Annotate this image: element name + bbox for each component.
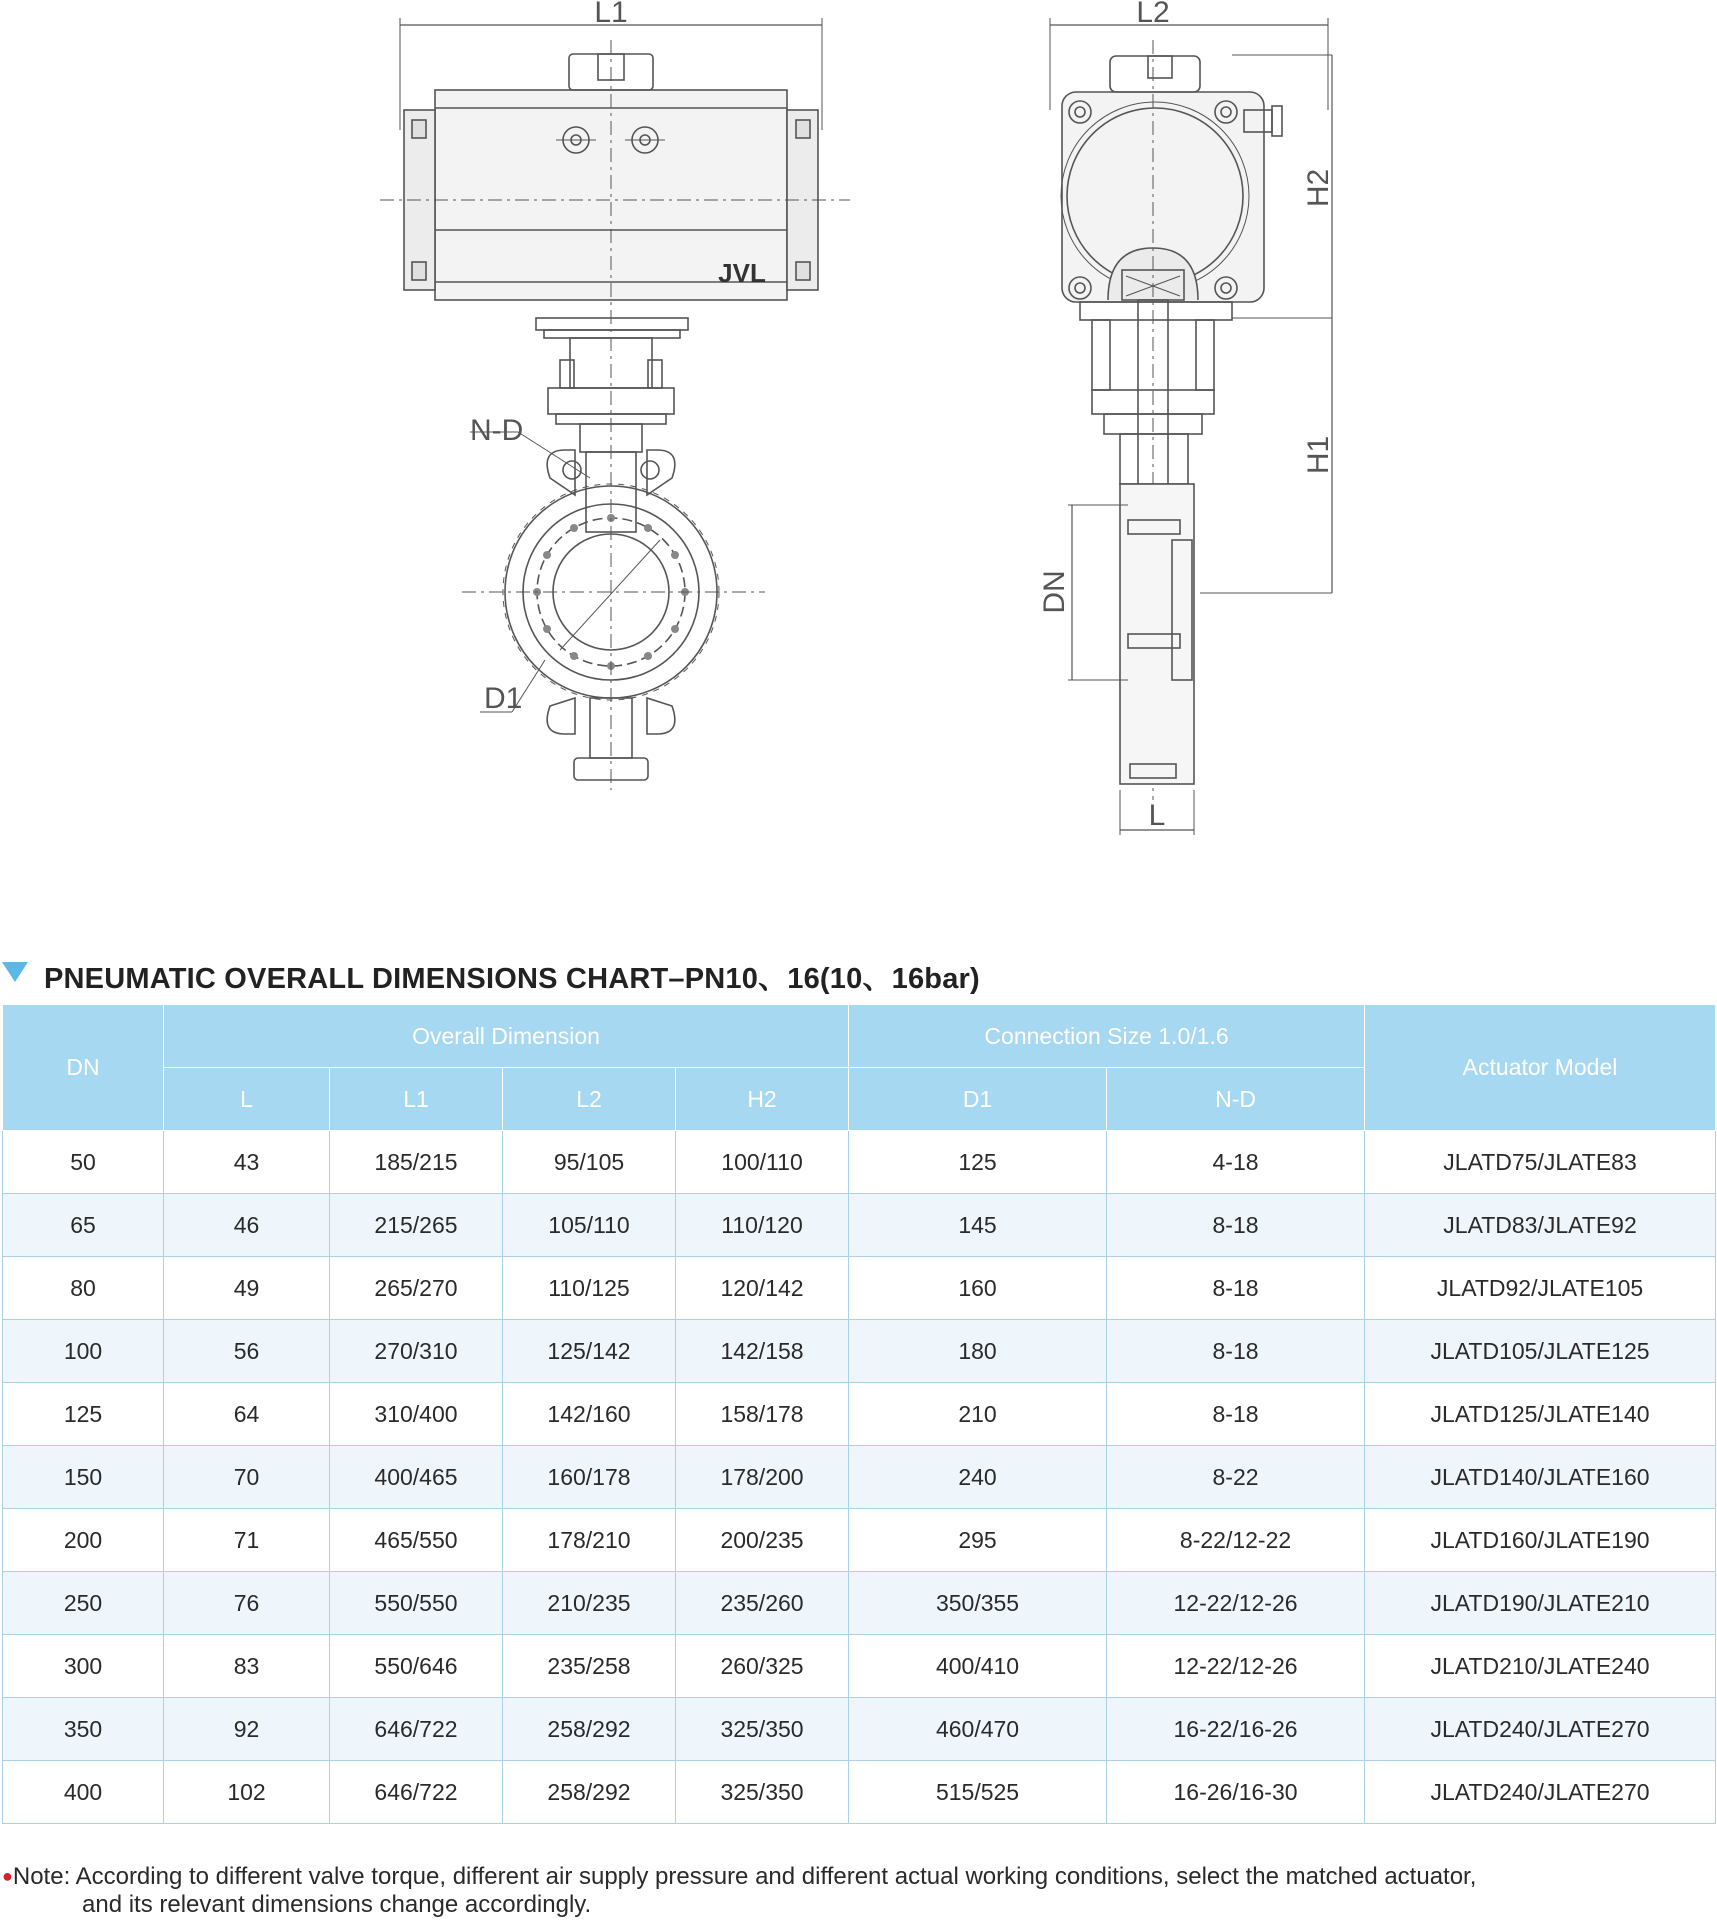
header-l: L <box>164 1068 330 1131</box>
table-row <box>3 1194 1716 1257</box>
valve-technical-drawing <box>0 0 1717 880</box>
label-l: L <box>1148 799 1166 832</box>
cell-actuator: JLATD92/JLATE105 <box>1365 1257 1716 1320</box>
cell-dn: 200 <box>3 1509 164 1572</box>
cell-actuator: JLATD210/JLATE240 <box>1365 1635 1716 1698</box>
cell-l: 92 <box>164 1698 330 1761</box>
cell-d1: 460/470 <box>849 1698 1107 1761</box>
dimensions-table <box>2 1004 1716 1824</box>
cell-h2: 325/350 <box>676 1698 849 1761</box>
cell-d1: 160 <box>849 1257 1107 1320</box>
cell-nd: 8-18 <box>1107 1383 1365 1446</box>
cell-l2: 235/258 <box>503 1635 676 1698</box>
cell-h2: 235/260 <box>676 1572 849 1635</box>
table-row <box>3 1320 1716 1383</box>
cell-actuator: JLATD140/JLATE160 <box>1365 1446 1716 1509</box>
cell-actuator: JLATD190/JLATE210 <box>1365 1572 1716 1635</box>
cell-l1: 270/310 <box>330 1320 503 1383</box>
cell-nd: 12-22/12-26 <box>1107 1572 1365 1635</box>
cell-dn: 150 <box>3 1446 164 1509</box>
cell-nd: 8-22 <box>1107 1446 1365 1509</box>
red-dot-icon: ● <box>2 1866 13 1886</box>
cell-nd: 16-26/16-30 <box>1107 1761 1365 1824</box>
cell-l2: 178/210 <box>503 1509 676 1572</box>
table-row <box>3 1446 1716 1509</box>
cell-l2: 110/125 <box>503 1257 676 1320</box>
cell-d1: 210 <box>849 1383 1107 1446</box>
cell-actuator: JLATD75/JLATE83 <box>1365 1131 1716 1194</box>
header-actuator-model: Actuator Model <box>1365 1005 1716 1131</box>
cell-d1: 350/355 <box>849 1572 1107 1635</box>
header-l1: L1 <box>330 1068 503 1131</box>
cell-l2: 258/292 <box>503 1761 676 1824</box>
label-h1: H1 <box>1302 435 1335 475</box>
cell-d1: 295 <box>849 1509 1107 1572</box>
header-l2: L2 <box>503 1068 676 1131</box>
table-row <box>3 1383 1716 1446</box>
cell-actuator: JLATD105/JLATE125 <box>1365 1320 1716 1383</box>
cell-l: 46 <box>164 1194 330 1257</box>
cell-l1: 185/215 <box>330 1131 503 1194</box>
table-body <box>3 1131 1716 1824</box>
table-row <box>3 1761 1716 1824</box>
cell-dn: 50 <box>3 1131 164 1194</box>
cell-l1: 646/722 <box>330 1698 503 1761</box>
cell-l2: 142/160 <box>503 1383 676 1446</box>
header-overall-dimension: Overall Dimension <box>164 1005 849 1068</box>
cell-nd: 16-22/16-26 <box>1107 1698 1365 1761</box>
header-connection-size: Connection Size 1.0/1.6 <box>849 1005 1365 1068</box>
table-row <box>3 1572 1716 1635</box>
cell-nd: 8-18 <box>1107 1194 1365 1257</box>
cell-l1: 215/265 <box>330 1194 503 1257</box>
label-nd: N-D <box>470 414 524 447</box>
cell-h2: 158/178 <box>676 1383 849 1446</box>
table-row <box>3 1131 1716 1194</box>
cell-dn: 350 <box>3 1698 164 1761</box>
chart-title: PNEUMATIC OVERALL DIMENSIONS CHART–PN10、16(10、16bar) <box>44 963 980 995</box>
cell-h2: 110/120 <box>676 1194 849 1257</box>
cell-h2: 260/325 <box>676 1635 849 1698</box>
cell-h2: 200/235 <box>676 1509 849 1572</box>
cell-d1: 125 <box>849 1131 1107 1194</box>
cell-d1: 400/410 <box>849 1635 1107 1698</box>
chart-heading <box>0 950 1717 994</box>
cell-l1: 265/270 <box>330 1257 503 1320</box>
cell-h2: 100/110 <box>676 1131 849 1194</box>
cell-l: 64 <box>164 1383 330 1446</box>
cell-actuator: JLATD83/JLATE92 <box>1365 1194 1716 1257</box>
label-d1: D1 <box>484 682 523 715</box>
table-row <box>3 1257 1716 1320</box>
cell-l: 83 <box>164 1635 330 1698</box>
label-l1: L1 <box>594 0 628 29</box>
cell-dn: 300 <box>3 1635 164 1698</box>
cell-d1: 240 <box>849 1446 1107 1509</box>
cell-l1: 465/550 <box>330 1509 503 1572</box>
header-dn: DN <box>3 1005 164 1131</box>
label-h2: H2 <box>1302 168 1335 208</box>
cell-dn: 400 <box>3 1761 164 1824</box>
cell-actuator: JLATD240/JLATE270 <box>1365 1761 1716 1824</box>
table-row <box>3 1635 1716 1698</box>
cell-nd: 12-22/12-26 <box>1107 1635 1365 1698</box>
cell-h2: 178/200 <box>676 1446 849 1509</box>
label-l2: L2 <box>1136 0 1170 29</box>
cell-l: 49 <box>164 1257 330 1320</box>
note-line-1: Note: According to different valve torque, different air supply pressure and different actual working conditions, select the matched actuator, <box>12 1863 1477 1890</box>
cell-l1: 550/646 <box>330 1635 503 1698</box>
cell-dn: 80 <box>3 1257 164 1320</box>
cell-nd: 8-18 <box>1107 1320 1365 1383</box>
cell-h2: 120/142 <box>676 1257 849 1320</box>
cell-l2: 105/110 <box>503 1194 676 1257</box>
cell-l2: 160/178 <box>503 1446 676 1509</box>
cell-nd: 8-18 <box>1107 1257 1365 1320</box>
cell-nd: 4-18 <box>1107 1131 1365 1194</box>
cell-dn: 100 <box>3 1320 164 1383</box>
cell-l: 43 <box>164 1131 330 1194</box>
cell-h2: 325/350 <box>676 1761 849 1824</box>
cell-h2: 142/158 <box>676 1320 849 1383</box>
cell-dn: 250 <box>3 1572 164 1635</box>
cell-l2: 258/292 <box>503 1698 676 1761</box>
footnote <box>2 1862 1712 1919</box>
cell-l: 70 <box>164 1446 330 1509</box>
table-row <box>3 1509 1716 1572</box>
cell-l: 76 <box>164 1572 330 1635</box>
cell-l1: 550/550 <box>330 1572 503 1635</box>
cell-d1: 180 <box>849 1320 1107 1383</box>
header-nd: N-D <box>1107 1068 1365 1131</box>
cell-l2: 210/235 <box>503 1572 676 1635</box>
cell-l1: 646/722 <box>330 1761 503 1824</box>
cell-l: 102 <box>164 1761 330 1824</box>
cell-d1: 145 <box>849 1194 1107 1257</box>
note-line-2: and its relevant dimensions change accordingly. <box>82 1891 592 1918</box>
cell-actuator: JLATD240/JLATE270 <box>1365 1698 1716 1761</box>
cell-dn: 125 <box>3 1383 164 1446</box>
table-row <box>3 1698 1716 1761</box>
cell-l2: 95/105 <box>503 1131 676 1194</box>
cell-actuator: JLATD160/JLATE190 <box>1365 1509 1716 1572</box>
cell-l1: 310/400 <box>330 1383 503 1446</box>
cell-l1: 400/465 <box>330 1446 503 1509</box>
triangle-marker-icon <box>2 962 28 984</box>
cell-l: 71 <box>164 1509 330 1572</box>
header-d1: D1 <box>849 1068 1107 1131</box>
cell-actuator: JLATD125/JLATE140 <box>1365 1383 1716 1446</box>
cell-l2: 125/142 <box>503 1320 676 1383</box>
cell-l: 56 <box>164 1320 330 1383</box>
cell-nd: 8-22/12-22 <box>1107 1509 1365 1572</box>
cell-dn: 65 <box>3 1194 164 1257</box>
label-dn: DN <box>1038 570 1071 614</box>
brand-logo: JVL <box>718 258 766 288</box>
header-h2: H2 <box>676 1068 849 1131</box>
cell-d1: 515/525 <box>849 1761 1107 1824</box>
